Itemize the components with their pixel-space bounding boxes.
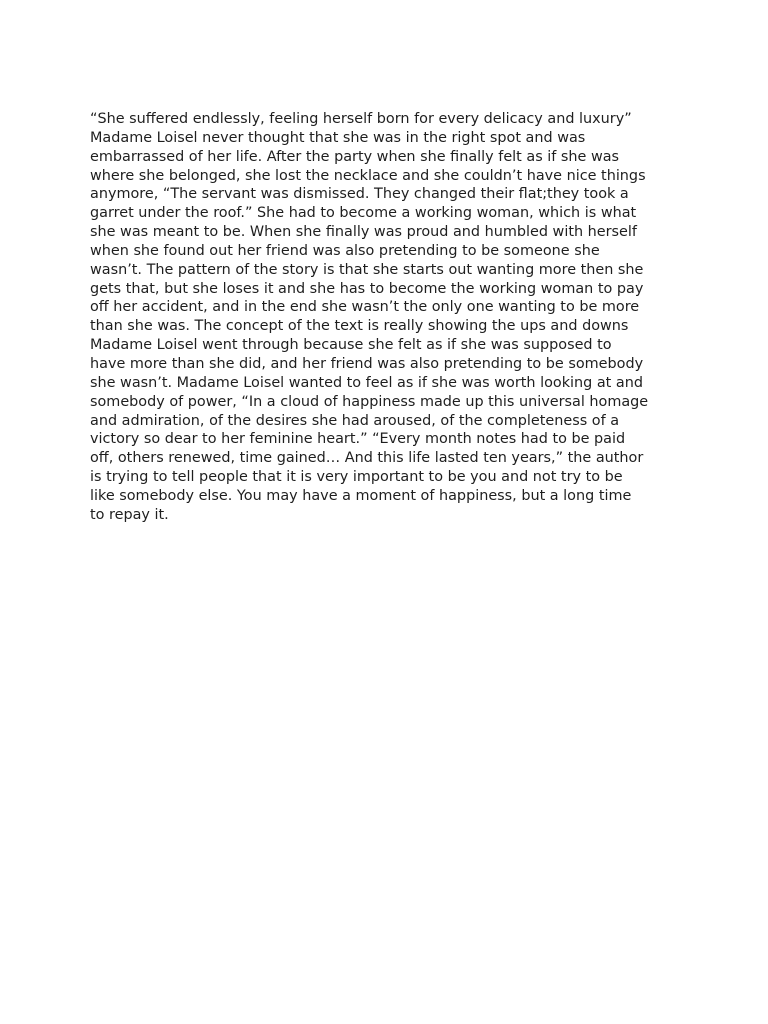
paragraph-line: to repay it. [90, 506, 169, 523]
paragraph-line: anymore, “The servant was dismissed. They changed their flat;they took a [90, 186, 629, 203]
paragraph-line: off, others renewed, time gained… And this life lasted ten years,” the author [90, 450, 644, 467]
paragraph-line: have more than she did, and her friend was also pretending to be somebody [90, 355, 644, 372]
paragraph-line: and admiration, of the desires she had aroused, of the completeness of a [90, 412, 620, 429]
paragraph-line: when she found out her friend was also pretending to be someone she [90, 242, 600, 259]
essay-paragraph [90, 110, 690, 525]
paragraph-line: Madame Loisel went through because she felt as if she was supposed to [90, 337, 612, 354]
paragraph-line: where she belonged, she lost the necklace and she couldn’t have nice things [90, 167, 646, 184]
paragraph-line: than she was. The concept of the text is really showing the ups and downs [90, 318, 629, 335]
paragraph-line: victory so dear to her feminine heart.” “Every month notes had to be paid [90, 431, 626, 448]
paragraph-line: garret under the roof.” She had to become a working woman, which is what [90, 205, 637, 222]
paragraph-line: like somebody else. You may have a moment of happiness, but a long time [90, 487, 632, 504]
paragraph-line: embarrassed of her life. After the party when she finally felt as if she was [90, 148, 620, 165]
paragraph-line: gets that, but she loses it and she has to become the working woman to pay [90, 280, 644, 297]
paragraph-line: Madame Loisel never thought that she was in the right spot and was [90, 129, 586, 146]
paragraph-line: she wasn’t. Madame Loisel wanted to feel as if she was worth looking at and [90, 374, 643, 391]
paragraph-line: she was meant to be. When she finally was proud and humbled with herself [90, 224, 637, 241]
paragraph-line: “She suffered endlessly, feeling herself born for every delicacy and luxury” [90, 111, 632, 127]
paragraph-line: somebody of power, “In a cloud of happiness made up this universal homage [90, 393, 649, 410]
paragraph-line: wasn’t. The pattern of the story is that she starts out wanting more then she [90, 261, 644, 278]
paragraph-line: is trying to tell people that it is very important to be you and not try to be [90, 469, 623, 486]
paragraph-line: off her accident, and in the end she wasn’t the only one wanting to be more [90, 299, 640, 316]
